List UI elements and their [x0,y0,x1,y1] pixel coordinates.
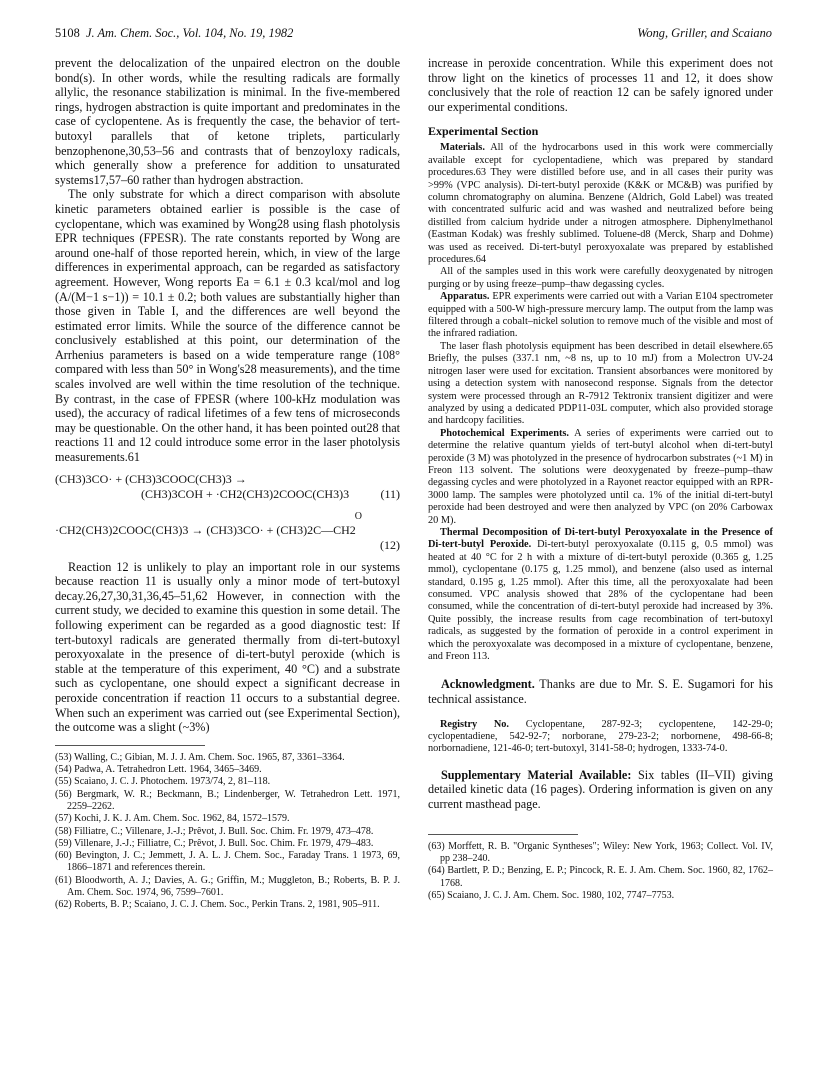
reference-item: (55) Scaiano, J. C. J. Photochem. 1973/74, 2, 81–118. [55,776,271,788]
equation-line: (CH3)3CO· + (CH3)3COOC(CH3)3 → [55,471,247,486]
paragraph-text: Thanks are due to Mr. S. E. Sugamori for his technical assistance. [428,677,773,707]
footnote-divider [55,745,205,746]
run-in-heading: Acknowledgment. [441,677,535,692]
registry-numbers [428,719,773,756]
acknowledgment [428,677,773,706]
equation-number: (11) [380,486,400,501]
ring-bond-label [55,509,400,523]
paragraph-text: Cyclopentane, 287-92-3; cyclopentene, 142-29-0; cyclopentadiene, 542-92-7; norborane, 279-23-2; norbornene, 498-66-8; norbornadiene, 121-46-0; tert-butoxyl, 3141-58-0; hydrogen, 1333-74-0. [428,718,773,755]
paragraph: Reaction 12 is unlikely to play an important role in our systems because reaction 11 is usually only a minor mode of tert-butoxyl decay.26,27,30,31,36,45–51,62 However, in connection with the current study, we decided to examine this question in some detail. The following experiment can be regarded as a good diagnostic test: If tert-butoxyl radicals are generated thermally from di-tert-butoxyl peroxyoxalate in the presence of di-tert-butyl peroxide (which is stable at the temperature of this experiment, 40 °C) and a substrate such as cyclopentane, one should expect a significant decrease in peroxide concentration if reaction 11 occurs to a substantial degree. When such an experiment was carried out (see Experimental Section), the outcome was a slight (~3%) [55,559,400,735]
experimental-apparatus [428,291,773,341]
footnote-divider [428,834,578,835]
reference-item: (60) Bevington, J. C.; Jemmett, J. A. L. J. Chem. Soc., Faraday Trans. 1 1973, 69, 1866–1871 and references therein. [55,850,400,874]
reference-item: (58) Filliatre, C.; Villenare, J.-J.; Prêvot, J. Bull. Soc. Chim. Fr. 1979, 473–478. [55,825,374,837]
reference-item: (63) Morffett, R. B. "Organic Syntheses"; Wiley: New York, 1963; Collect. Vol. IV, pp 238–240. [428,840,773,864]
paragraph: increase in peroxide concentration. While this experiment does not throw light on the kinetics of processes 11 and 12, it does show conclusively that the role of reaction 12 can be safely ignored under our experimental conditions. [428,56,773,114]
paragraph: prevent the delocalization of the unpaired electron on the double bond(s). In other words, while the resulting radicals are formally allylic, the resonance stabilization is minimal. In the five-membered rings, hydrogen abstraction is quite important and predominates in the case of cyclopentene. As is frequently the case, the behavior of tert-butoxyl parallels that of ketone triplets, particularly benzophenone,30,53–56 and contrasts that of benzoyloxy radicals, which generally show a preference for addition to unsaturated systems17,57–60 rather than hydrogen abstraction. [55,56,400,187]
paragraph-text: Di-tert-butyl peroxyoxalate (0.115 g, 0.5 mmol) was heated at 40 °C for 2 h with a mixture of di-tert-butyl peroxide (0.365 g, 1.25 mmol), cyclopentane (0.175 g, 1.25 mmol), and benzene (also used as internal standard, 0.195 g, 1.25 mmol). After this time, all the peroxyoxalate had been consumed. VPC analysis showed that 28% of the cyclopentane had been consumed, while the concentration of di-tert-butyl peroxide had increased by 3%. Quite possibly, the increase results from cage recombination of tert-butoxyl radicals, as suggested by the formation of peroxide in a control experiment in which the peroxyoxalate was decomposed in a mixture of cyclopentane, benzene, and Freon 113. [428,539,773,663]
page-number: 5108 [55,26,80,40]
paragraph: The only substrate for which a direct comparison with absolute kinetic parameters obtained earlier is possible is the case of cyclopentane, which was examined by Wong28 using flash photolysis EPR techniques (FPESR). The rate constants reported by Wong are around one-half of those reported herein, which, in view of the large differences in experimental approach, can be regarded as satisfactory agreement. However, Wong reports Ea = 6.1 ± 0.3 kcal/mol and log (A/(M−1 s−1)) = 10.1 ± 0.2; both values are substantially higher than those given in Table I, and the differences are well beyond the estimated error limits. While the source of the difference cannot be conclusively established at this point, our determination of the Arrhenius parameters is based on a wide temperature range (108° compared with less than 50° in Wong's28 measurements), and the time scales involved are well within the time resolution of the technique. By contrast, in the case of FPESR (where 100-kHz modulation was used), the accuracy of radical lifetimes of a few tens of microseconds may be questionable. On the other hand, it has been pointed out28 that reactions 11 and 12 could introduce some error in the laser photolysis measurements.61 [55,187,400,465]
equation-number: (12) [380,537,400,552]
footnote-references [428,841,773,902]
reference-item: (59) Villenare, J.-J.; Filliatre, C.; Prêvot, J. Bull. Soc. Chim. Fr. 1979, 479–483. [55,837,374,849]
paragraph: All of the samples used in this work were carefully deoxygenated by nitrogen purging or by using freeze–pump–thaw degassing cycles. [428,266,773,290]
reference-item: (56) Bergmark, W. R.; Beckmann, B.; Lindenberger, W. Tetrahedron Lett. 1971, 2259–2262. [55,788,400,812]
run-in-heading: Thermal Decomposition of Di-tert-butyl Peroxyoxalate in the Presence of Di-tert-butyl Peroxide. [428,526,773,551]
paragraph: The laser flash photolysis equipment has been described in detail elsewhere.65 Briefly, the pulses (337.1 nm, ~8 ns, up to 10 mJ) from a Molectron UV-24 nitrogen laser were used for excitation. Transient absorbances were monitored by using a detection system with nanosecond response. Signals from the detector system were processed through an R-7912 Tektronix transient digitizer and were analyzed by using a dedicated PDP11-03L computer, which also provided storage and hardcopy facilities. [428,340,773,427]
header-journal-line [55,26,293,41]
paragraph-text: EPR experiments were carried out with a Varian E104 spectrometer equipped with a 500-W high-pressure mercury lamp. The output from the lamp was filtered through a cobalt–nickel solution to remove much of the visible and most of the infrared radiation. [428,291,773,340]
equation-line: (CH3)3COH + ·CH2(CH3)2COOC(CH3)3 [141,486,350,501]
equation-12 [55,509,400,553]
section-heading: Experimental Section [428,124,539,139]
run-in-heading: Supplementary Material Available: [441,767,632,782]
reference-item: (57) Kochi, J. K. J. Am. Chem. Soc. 1962, 84, 1572–1579. [55,813,290,825]
reference-item: (62) Roberts, B. P.; Scaiano, J. C. J. Chem. Soc., Perkin Trans. 2, 1981, 905–911. [55,899,380,911]
run-in-heading: Materials. [440,142,485,154]
equation-line-wrap [55,487,400,502]
experimental-thermal [428,527,773,663]
equation-number-line [55,538,400,553]
reference-item: (64) Bartlett, P. D.; Benzing, E. P.; Pincock, R. E. J. Am. Chem. Soc. 1960, 82, 1762–1768. [428,865,773,889]
run-in-heading: Apparatus. [440,291,490,303]
reference-item: (53) Walling, C.; Gibian, M. J. J. Am. Chem. Soc. 1965, 87, 3361–3364. [55,751,345,763]
equation-line: ·CH2(CH3)2COOC(CH3)3 → (CH3)3CO· + (CH3)2C—CH2 [55,522,356,537]
journal-citation: J. Am. Chem. Soc., Vol. 104, No. 19, 1982 [85,26,294,40]
left-column [55,56,400,912]
page-header [55,26,772,42]
experimental-photochemical [428,428,773,527]
paragraph-text: Six tables (II–VII) giving detailed kinetic data (16 pages). Ordering information is given on any current masthead page. [428,767,773,812]
experimental-materials [428,142,773,266]
reference-item: (65) Scaiano, J. C. J. Am. Chem. Soc. 1980, 102, 7747–7753. [428,889,675,901]
paragraph-text: A series of experiments were carried out to determine the relative quantum yields of tert-butyl alcohol when di-tert-butyl peroxide (3 M) was photolyzed in the presence of hydrocarbon substrates (~1 M) in Freon 113 solvent. The solutions were deoxygenated by freeze–pump–thaw degassing cycles and were photolyzed in a Rayonet reactor equipped with an RPR-3000 lamp. The samples were photolyzed until ca. 1% of the initial di-tert-butyl peroxide had been destroyed and were then analyzed by VPC (on 20% Carbowax 20 M). [428,427,773,526]
running-authors: Wong, Griller, and Scaiano [637,26,772,40]
ring-oxygen: O [354,510,362,522]
reference-item: (61) Bloodworth, A. J.; Davies, A. G.; Griffin, M.; Muggleton, B.; Roberts, B. P. J. Am. Chem. Soc. 1974, 96, 7599–7601. [55,874,400,899]
footnote-references [55,752,400,912]
paragraph-text: All of the hydrocarbons used in this work were commercially available except for cyclopentadiene, which was prepared by standard procedures.63 They were distilled before use, and in all cases their purity was >99% (VPC analysis). Di-tert-butyl peroxide (K&K or MC&B) was purified by column chromatography on alumina. Benzene (Aldrich, Gold Label) was treated with concentrated sulfuric acid and was washed and neutralized before being distilled from calcium hydride under a nitrogen atmosphere. Diphenylmethanol (Eastman Kodak) was freshly sublimed. Toluene-d8 (Merck, Sharp and Dohme) was used as received. Di-tert-butyl peroxyoxalate was prepared by established procedures.64 [428,142,773,266]
run-in-heading: Photochemical Experiments. [440,427,569,439]
right-column [428,56,773,902]
equation-11 [55,472,400,502]
reference-item: (54) Padwa, A. Tetrahedron Lett. 1964, 3465–3469. [55,764,262,776]
supplementary-material [428,768,773,812]
run-in-heading: Registry No. [440,718,510,730]
